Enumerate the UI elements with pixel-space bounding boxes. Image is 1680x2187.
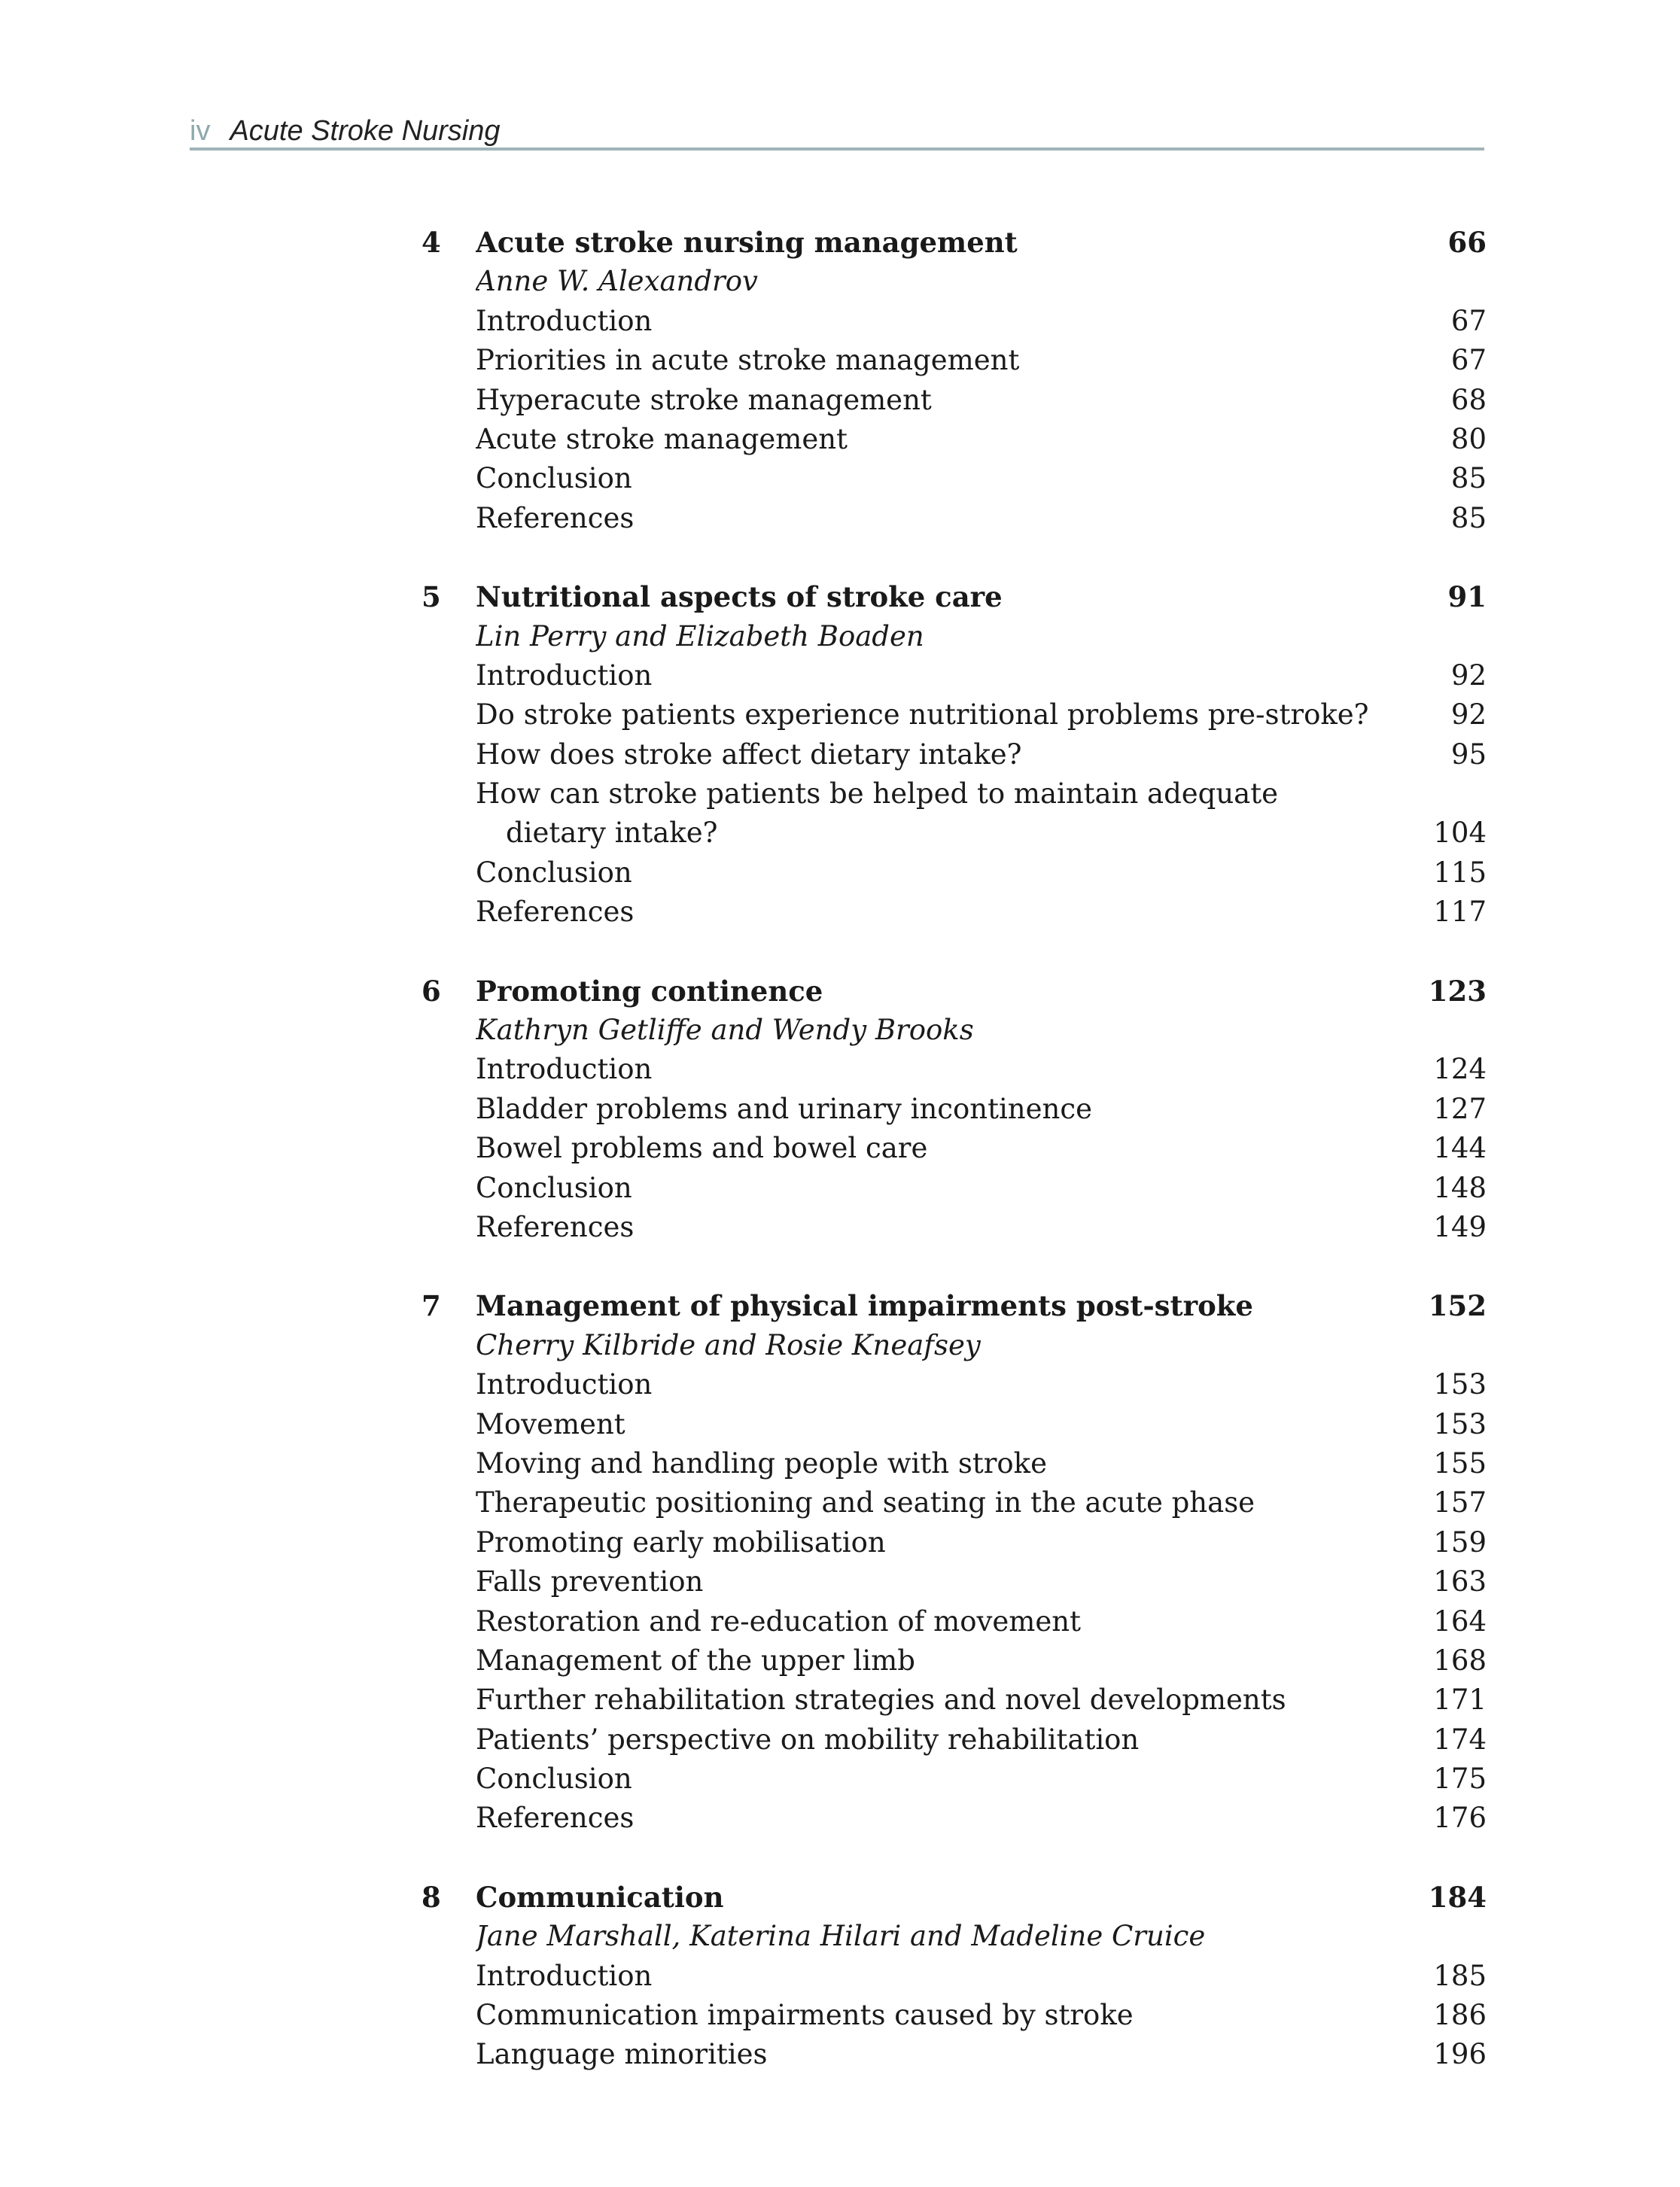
chapter-authors-row[interactable] bbox=[422, 1326, 1487, 1365]
section-entry-continued[interactable] bbox=[422, 814, 1487, 853]
section-title: Priorities in acute stroke management bbox=[476, 344, 1020, 377]
section-title: Bowel problems and bowel care bbox=[476, 1132, 928, 1165]
section-title: Communication impairments caused by stroke bbox=[476, 1999, 1134, 2032]
section-page: 164 bbox=[1433, 1605, 1487, 1638]
section-page: 153 bbox=[1433, 1368, 1487, 1401]
chapter-title: Nutritional aspects of stroke care bbox=[476, 580, 1003, 614]
section-title: Introduction bbox=[476, 1959, 653, 1992]
section-page: 92 bbox=[1450, 659, 1487, 692]
section-page: 185 bbox=[1433, 1959, 1487, 1992]
chapter-authors: Anne W. Alexandrov bbox=[476, 265, 758, 298]
section-page: 92 bbox=[1450, 698, 1487, 732]
chapter-authors-row[interactable] bbox=[422, 262, 1487, 301]
section-entry[interactable] bbox=[422, 1523, 1487, 1562]
section-page: 144 bbox=[1433, 1132, 1487, 1165]
section-entry[interactable] bbox=[422, 1129, 1487, 1168]
section-entry[interactable] bbox=[422, 1090, 1487, 1129]
section-page: 85 bbox=[1450, 501, 1487, 534]
section-page: 115 bbox=[1433, 856, 1487, 889]
section-entry[interactable] bbox=[422, 1681, 1487, 1720]
chapter-page: 152 bbox=[1428, 1289, 1487, 1323]
chapter-number: 6 bbox=[422, 974, 441, 1008]
section-title: Restoration and re-education of movement bbox=[476, 1605, 1081, 1638]
section-entry[interactable] bbox=[422, 893, 1487, 932]
chapter-authors: Jane Marshall, Katerina Hilari and Madeline Cruice bbox=[476, 1920, 1206, 1953]
section-entry[interactable] bbox=[422, 1208, 1487, 1247]
section-title: Patients’ perspective on mobility rehabilitation bbox=[476, 1723, 1140, 1756]
section-entry[interactable] bbox=[422, 2035, 1487, 2074]
chapter-title: Communication bbox=[476, 1880, 724, 1914]
section-page: 175 bbox=[1433, 1763, 1487, 1796]
chapter-page: 91 bbox=[1447, 580, 1487, 614]
chapter-page: 184 bbox=[1428, 1880, 1487, 1914]
chapter-entry bbox=[422, 1286, 1487, 1838]
chapter-authors: Kathryn Getliffe and Wendy Brooks bbox=[476, 1014, 974, 1047]
section-entry[interactable] bbox=[422, 1050, 1487, 1089]
chapter-authors-row[interactable] bbox=[422, 1011, 1487, 1050]
section-page: 155 bbox=[1433, 1446, 1487, 1480]
section-page: 168 bbox=[1433, 1644, 1487, 1677]
section-entry[interactable] bbox=[422, 499, 1487, 538]
section-page: 67 bbox=[1450, 344, 1487, 377]
section-entry[interactable] bbox=[422, 853, 1487, 893]
section-entry[interactable] bbox=[422, 302, 1487, 341]
section-entry[interactable] bbox=[422, 774, 1487, 814]
section-title: Movement bbox=[476, 1407, 625, 1440]
section-title: References bbox=[476, 1210, 635, 1243]
section-title: How does stroke affect dietary intake? bbox=[476, 738, 1022, 771]
table-of-contents bbox=[422, 223, 1487, 2114]
section-title: Therapeutic positioning and seating in the acute phase bbox=[476, 1486, 1255, 1519]
chapter-number: 8 bbox=[422, 1880, 441, 1914]
running-head bbox=[190, 110, 1484, 152]
section-title: Hyperacute stroke management bbox=[476, 383, 932, 416]
section-title: Introduction bbox=[476, 304, 653, 337]
section-title: Promoting early mobilisation bbox=[476, 1525, 886, 1559]
section-title-continued: dietary intake? bbox=[506, 817, 718, 850]
chapter-entry bbox=[422, 577, 1487, 932]
section-title: Conclusion bbox=[476, 1171, 632, 1204]
section-page: 104 bbox=[1433, 817, 1487, 850]
section-page: 149 bbox=[1433, 1210, 1487, 1243]
section-title: Bladder problems and urinary incontinence bbox=[476, 1092, 1092, 1125]
section-page: 163 bbox=[1433, 1565, 1487, 1598]
chapter-heading[interactable] bbox=[422, 1286, 1487, 1325]
chapter-title: Promoting continence bbox=[476, 974, 823, 1008]
chapter-number: 5 bbox=[422, 580, 441, 614]
section-entry[interactable] bbox=[422, 459, 1487, 498]
section-title: Conclusion bbox=[476, 462, 632, 495]
section-page: 117 bbox=[1433, 896, 1487, 929]
section-title: Management of the upper limb bbox=[476, 1644, 915, 1677]
section-entry[interactable] bbox=[422, 1760, 1487, 1799]
chapter-entry bbox=[422, 223, 1487, 538]
chapter-heading[interactable] bbox=[422, 1878, 1487, 1917]
section-page: 148 bbox=[1433, 1171, 1487, 1204]
section-title: References bbox=[476, 1802, 635, 1835]
section-title: Moving and handling people with stroke bbox=[476, 1446, 1047, 1480]
section-title: How can stroke patients be helped to maintain adequate bbox=[476, 777, 1279, 811]
section-page: 67 bbox=[1450, 304, 1487, 337]
book-title: Acute Stroke Nursing bbox=[230, 115, 501, 147]
section-entry[interactable] bbox=[422, 1641, 1487, 1681]
section-entry[interactable] bbox=[422, 656, 1487, 695]
chapter-entry bbox=[422, 972, 1487, 1248]
section-entry[interactable] bbox=[422, 1483, 1487, 1522]
section-title: Further rehabilitation strategies and novel developments bbox=[476, 1684, 1286, 1717]
section-title: Language minorities bbox=[476, 2038, 768, 2071]
section-entry[interactable] bbox=[422, 1444, 1487, 1483]
section-title: Introduction bbox=[476, 659, 653, 692]
section-title: Introduction bbox=[476, 1368, 653, 1401]
chapter-number: 7 bbox=[422, 1289, 441, 1323]
section-page: 196 bbox=[1433, 2038, 1487, 2071]
section-entry[interactable] bbox=[422, 420, 1487, 459]
section-page: 68 bbox=[1450, 383, 1487, 416]
section-entry[interactable] bbox=[422, 1602, 1487, 1641]
section-entry[interactable] bbox=[422, 1365, 1487, 1404]
section-entry[interactable] bbox=[422, 1996, 1487, 2035]
section-page: 171 bbox=[1433, 1684, 1487, 1717]
section-title: References bbox=[476, 501, 635, 534]
section-page: 174 bbox=[1433, 1723, 1487, 1756]
header-rule bbox=[190, 148, 1484, 151]
section-page: 186 bbox=[1433, 1999, 1487, 2032]
chapter-authors: Cherry Kilbride and Rosie Kneafsey bbox=[476, 1328, 981, 1361]
section-page: 159 bbox=[1433, 1525, 1487, 1559]
section-title: Falls prevention bbox=[476, 1565, 704, 1598]
chapter-title: Management of physical impairments post-stroke bbox=[476, 1289, 1253, 1323]
section-page: 124 bbox=[1433, 1053, 1487, 1086]
chapter-heading[interactable] bbox=[422, 223, 1487, 262]
section-title: Introduction bbox=[476, 1053, 653, 1086]
section-entry[interactable] bbox=[422, 1720, 1487, 1760]
chapter-page: 123 bbox=[1428, 974, 1487, 1008]
section-page: 80 bbox=[1450, 422, 1487, 455]
section-page: 85 bbox=[1450, 462, 1487, 495]
section-page: 127 bbox=[1433, 1092, 1487, 1125]
section-title: Conclusion bbox=[476, 1763, 632, 1796]
chapter-heading[interactable] bbox=[422, 577, 1487, 616]
section-entry[interactable] bbox=[422, 1799, 1487, 1838]
section-page: 153 bbox=[1433, 1407, 1487, 1440]
section-entry[interactable] bbox=[422, 735, 1487, 774]
chapter-authors-row[interactable] bbox=[422, 1917, 1487, 1956]
chapter-number: 4 bbox=[422, 226, 441, 259]
section-page: 95 bbox=[1450, 738, 1487, 771]
section-title: Conclusion bbox=[476, 856, 632, 889]
chapter-page: 66 bbox=[1447, 226, 1487, 259]
section-entry[interactable] bbox=[422, 381, 1487, 420]
section-entry[interactable] bbox=[422, 1405, 1487, 1444]
chapter-authors-row[interactable] bbox=[422, 617, 1487, 656]
section-entry[interactable] bbox=[422, 1562, 1487, 1601]
section-entry[interactable] bbox=[422, 341, 1487, 380]
chapter-entry bbox=[422, 1878, 1487, 2075]
section-title: Do stroke patients experience nutritional problems pre-stroke? bbox=[476, 698, 1369, 732]
chapter-title: Acute stroke nursing management bbox=[476, 226, 1018, 259]
section-page: 176 bbox=[1433, 1802, 1487, 1835]
section-entry[interactable] bbox=[422, 695, 1487, 735]
chapter-authors: Lin Perry and Elizabeth Boaden bbox=[476, 619, 924, 652]
section-page: 157 bbox=[1433, 1486, 1487, 1519]
section-entry[interactable] bbox=[422, 1169, 1487, 1208]
section-title: References bbox=[476, 896, 635, 929]
chapter-heading[interactable] bbox=[422, 972, 1487, 1011]
page-folio: iv bbox=[190, 115, 211, 147]
section-entry[interactable] bbox=[422, 1957, 1487, 1996]
section-title: Acute stroke management bbox=[476, 422, 848, 455]
